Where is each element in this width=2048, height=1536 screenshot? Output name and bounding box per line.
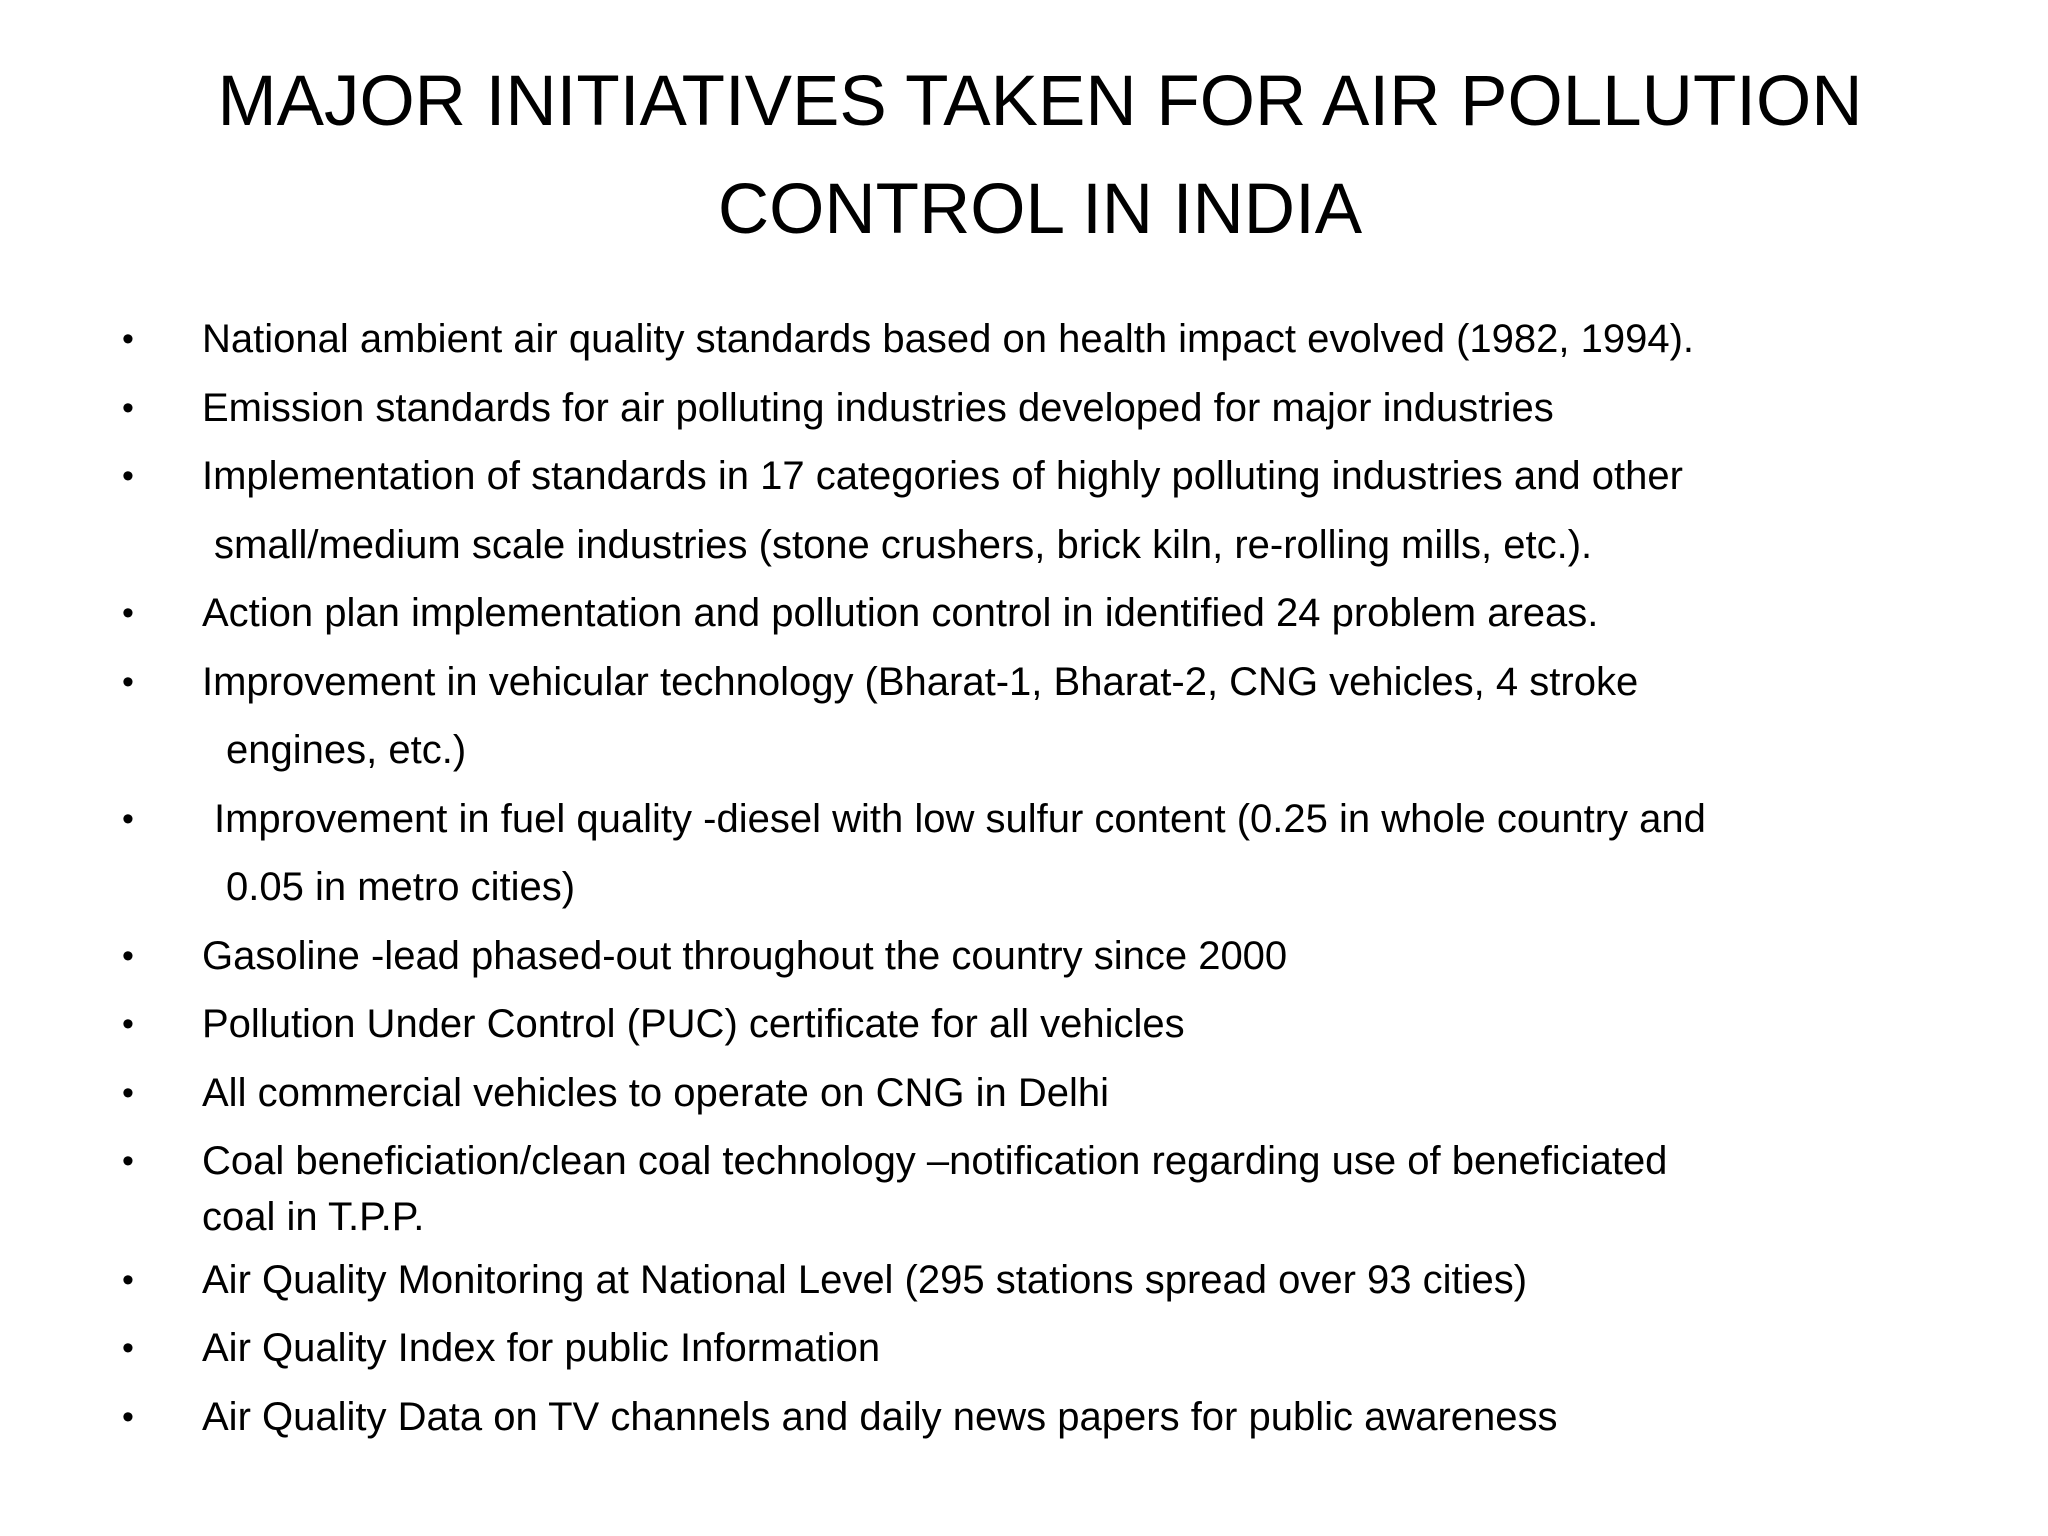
- list-item-text: Pollution Under Control (PUC) certificate for all vehicles: [202, 1002, 1185, 1046]
- list-item-text-continuation: coal in T.P.P.: [202, 1194, 425, 1239]
- list-item: [0, 1059, 2048, 1128]
- slide-title-line-1: MAJOR INITIATIVES TAKEN FOR AIR POLLUTION: [217, 62, 1863, 141]
- list-item-text-continuation: 0.05 in metro cities): [226, 865, 576, 909]
- initiatives-list: [0, 305, 2048, 1451]
- slide-title: [150, 48, 1930, 264]
- slide-title-line-2: CONTROL IN INDIA: [717, 170, 1363, 249]
- list-item-text: National ambient air quality standards based on health impact evolved (1982, 1994).: [202, 317, 1695, 361]
- list-item: [0, 990, 2048, 1059]
- bullet-icon: •: [122, 594, 134, 632]
- bullet-icon: •: [122, 1397, 134, 1436]
- bullet-icon: •: [122, 1329, 134, 1367]
- list-item: [0, 1383, 2048, 1452]
- list-item: [0, 1127, 2048, 1246]
- list-item: [0, 648, 2048, 785]
- bullet-icon: •: [122, 1142, 134, 1180]
- list-item-text: Air Quality Monitoring at National Level (295 stations spread over 93 cities): [202, 1257, 1528, 1302]
- list-item: [0, 922, 2048, 991]
- bullet-icon: •: [122, 457, 134, 495]
- list-item: [0, 785, 2048, 922]
- bullet-icon: •: [122, 388, 134, 427]
- list-item-text: Implementation of standards in 17 categories of highly polluting industries and other: [202, 454, 1683, 498]
- list-item-text: Coal beneficiation/clean coal technology –notification regarding use of beneficiated: [202, 1139, 1668, 1183]
- list-item-text: Improvement in fuel quality -diesel with low sulfur content (0.25 in whole country and: [214, 796, 1706, 841]
- list-item-text: All commercial vehicles to operate on CNG in Delhi: [202, 1070, 1110, 1115]
- bullet-icon: •: [122, 936, 134, 975]
- bullet-icon: •: [122, 1073, 134, 1112]
- list-item: [0, 305, 2048, 374]
- list-item-text: Air Quality Data on TV channels and daily news papers for public awareness: [202, 1394, 1558, 1439]
- list-item-text: Improvement in vehicular technology (Bharat-1, Bharat-2, CNG vehicles, 4 stroke: [202, 659, 1639, 704]
- bullet-icon: •: [122, 662, 134, 701]
- list-item: [0, 579, 2048, 648]
- bullet-icon: •: [122, 1260, 134, 1299]
- list-item-text-continuation: engines, etc.): [226, 728, 467, 772]
- list-item-text: Action plan implementation and pollution control in identified 24 problem areas.: [202, 591, 1599, 635]
- list-item: [0, 442, 2048, 579]
- bullet-icon: •: [122, 1005, 134, 1043]
- list-item: [0, 374, 2048, 443]
- list-item: [0, 1314, 2048, 1383]
- list-item-text: Gasoline -lead phased-out throughout the country since 2000: [202, 933, 1288, 978]
- list-item-text: Emission standards for air polluting industries developed for major industries: [202, 385, 1554, 430]
- list-item-text-continuation: small/medium scale industries (stone crushers, brick kiln, re-rolling mills, etc.).: [214, 522, 1593, 567]
- list-item: [0, 1246, 2048, 1315]
- bullet-icon: •: [122, 320, 134, 358]
- bullet-icon: •: [122, 799, 134, 838]
- list-item-text: Air Quality Index for public Information: [202, 1326, 881, 1370]
